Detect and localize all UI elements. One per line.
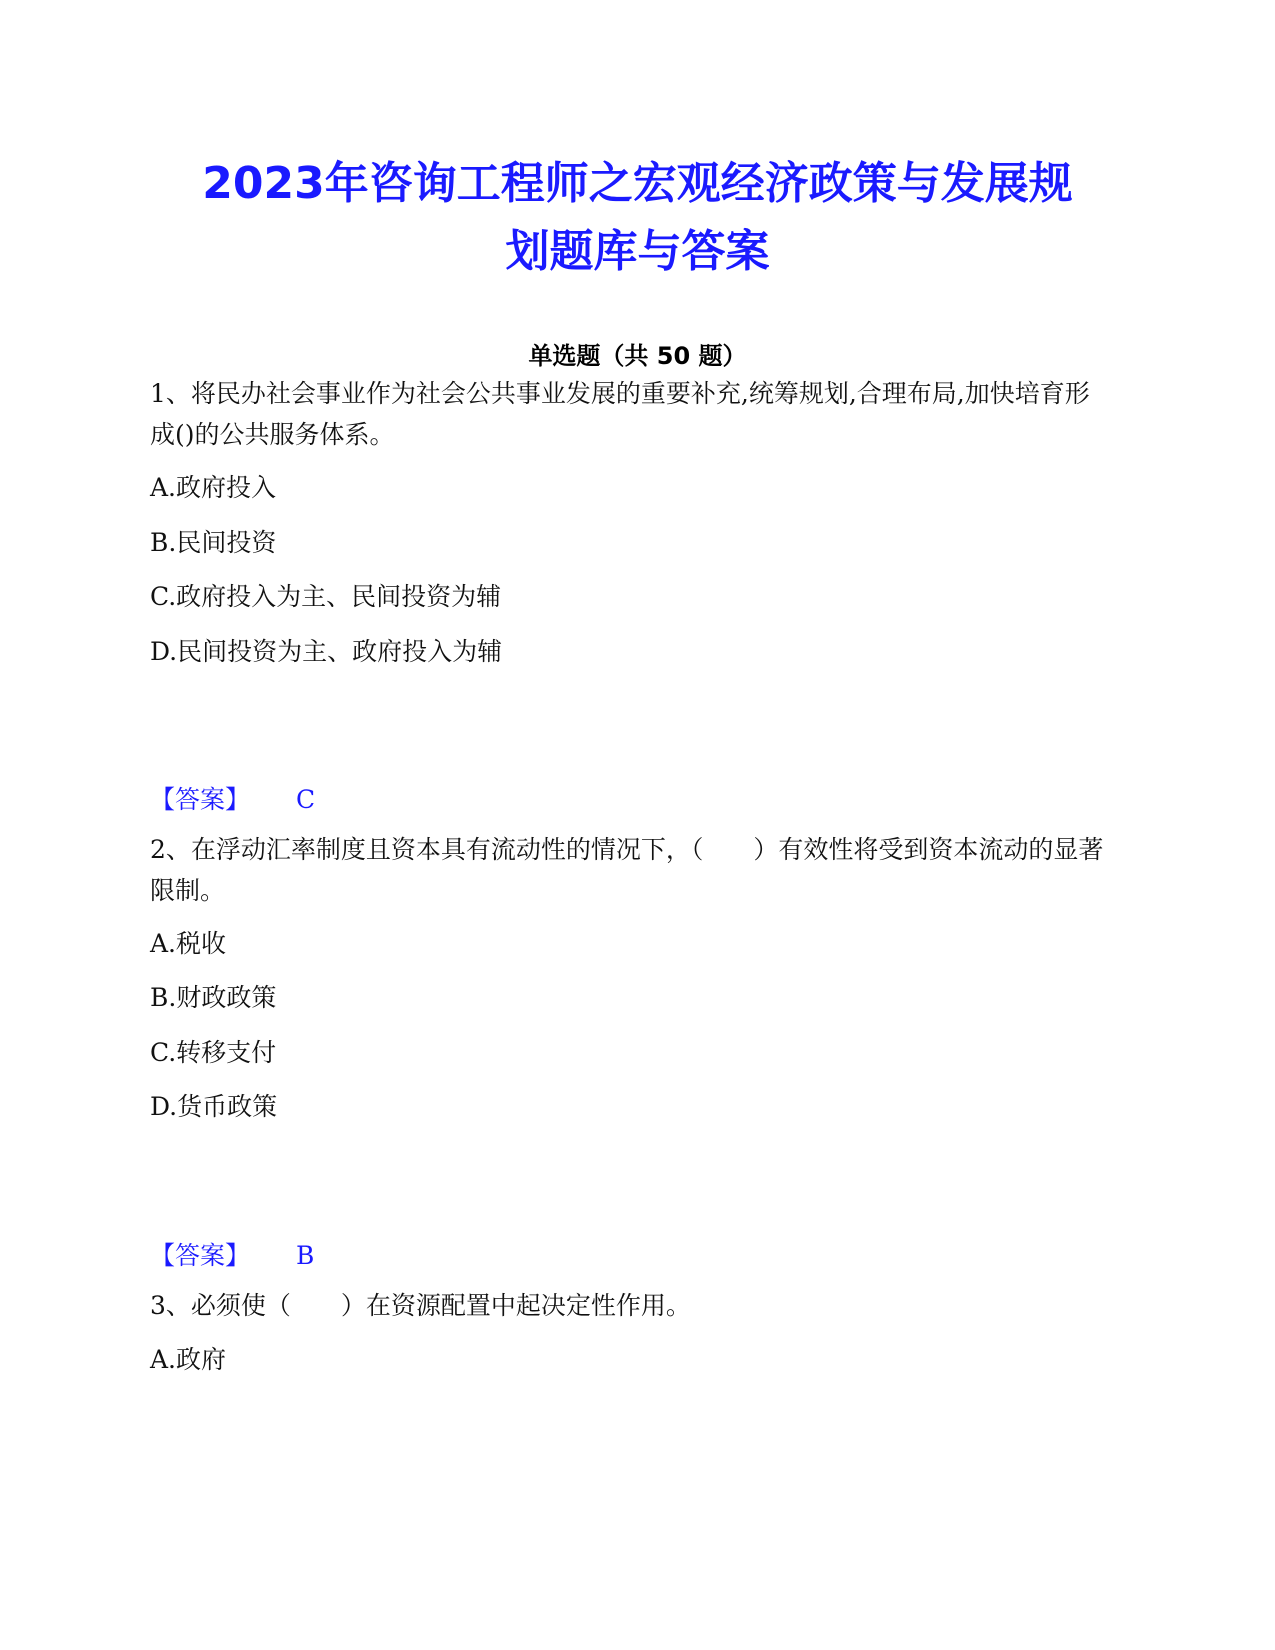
question-1-option-a: A.政府投入: [150, 473, 277, 502]
answer-value: B: [296, 1241, 315, 1270]
question-1-answer: [150, 780, 315, 816]
answer-label: 【答案】: [150, 1241, 251, 1270]
section-heading: 单选题（共 50 题）: [528, 342, 747, 370]
question-2-answer: [150, 1236, 314, 1272]
question-2-stem: 2、在浮动汇率制度且资本具有流动性的情况下，（ ）有效性将受到资本流动的显著限制。: [150, 835, 1104, 905]
question-3-stem: 3、必须使（ ）在资源配置中起决定性作用。: [150, 1291, 691, 1320]
title-line-1: 2023年咨询工程师之宏观经济政策与发展规: [202, 158, 1073, 209]
answer-label: 【答案】: [150, 785, 251, 814]
question-1-stem: 1、将民办社会事业作为社会公共事业发展的重要补充,统筹规划,合理布局,加快培育形成()的公共服务体系。: [150, 379, 1090, 449]
answer-value: C: [296, 785, 316, 814]
document-title: [120, 150, 1155, 286]
question-1-option-b: B.民间投资: [150, 528, 277, 557]
question-3-option-a: A.政府: [150, 1345, 227, 1374]
title-line-2: 划题库与答案: [505, 226, 770, 277]
question-2-option-d: D.货币政策: [150, 1092, 278, 1121]
question-1-option-c: C.政府投入为主、民间投资为辅: [150, 582, 502, 611]
question-1-option-d: D.民间投资为主、政府投入为辅: [150, 637, 503, 666]
question-2-option-a: A.税收: [150, 929, 227, 958]
question-2-option-c: C.转移支付: [150, 1038, 277, 1067]
question-2-option-b: B.财政政策: [150, 983, 277, 1012]
